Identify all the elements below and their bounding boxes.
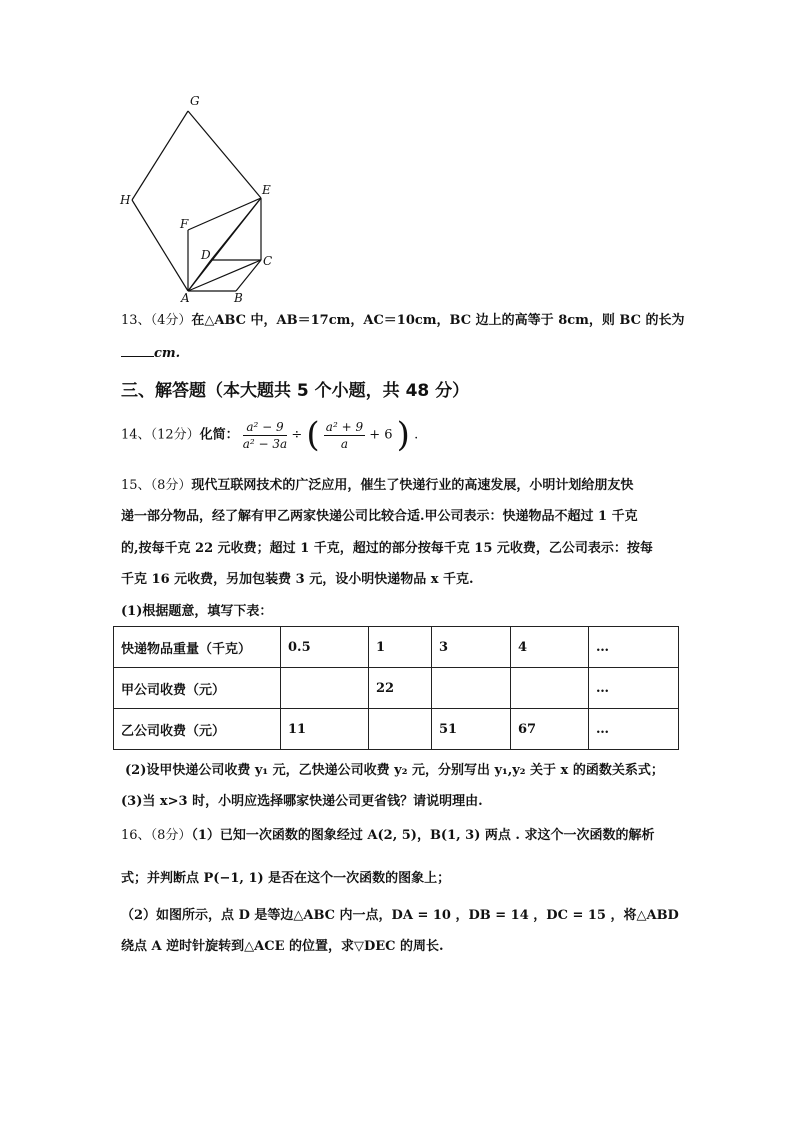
label-D: D <box>201 248 211 262</box>
label-H: H <box>120 193 131 207</box>
table-cell[interactable] <box>432 668 511 709</box>
section-heading: 三、解答题（本大题共 5 个小题，共 48 分） <box>121 381 470 401</box>
table-cell: 22 <box>369 668 432 709</box>
table-cell: 3 <box>432 627 511 668</box>
question-number: 13 <box>121 313 138 328</box>
question-15-sub-3: (3)当 x>3 时，小明应选择哪家快递公司更省钱？请说明理由. <box>121 794 483 809</box>
segment-HA <box>132 200 188 291</box>
table-cell: 甲公司收费（元） <box>114 668 281 709</box>
question-score: （12分） <box>150 427 200 443</box>
fraction-2-numerator: a² + 9 <box>325 419 364 434</box>
question-text-line: （1）已知一次函数的图象经过 A(2, 5)，B(1, 3) 两点 . 求这个一次函数的解析 <box>191 828 655 843</box>
table-row <box>114 627 679 668</box>
question-number: 16 <box>121 828 138 843</box>
table-cell: … <box>589 627 679 668</box>
question-15-sub-2: (2)设甲快递公司收费 y₁ 元，乙快递公司收费 y₂ 元，分别写出 y₁,y₂ 关于 x 的函数关系式； <box>125 763 664 778</box>
segment-GE <box>188 111 261 198</box>
table-row <box>114 709 679 750</box>
question-15-line-4: 千克 16 元收费，另加包装费 3 元，设小明快递物品 x 千克. <box>121 572 474 587</box>
geometry-figure <box>110 88 290 308</box>
right-paren: ) <box>396 415 410 455</box>
table-cell: 乙公司收费（元） <box>114 709 281 750</box>
question-15-line-2: 递一部分物品，经了解有甲乙两家快递公司比较合适.甲公司表示：快递物品不超过 1 千克 <box>121 509 638 524</box>
table-cell: 1 <box>369 627 432 668</box>
question-13: 13、（4分）在△ABC 中，AB＝17cm，AC＝10cm，BC 边上的高等于 8cm，则 BC 的长为 <box>121 313 685 328</box>
segment-BC <box>236 260 261 291</box>
table-cell[interactable] <box>369 709 432 750</box>
question-text-line: 现代互联网技术的广泛应用，催生了快递行业的高速发展，小明计划给朋友快 <box>191 478 634 493</box>
fraction-1-denominator: a² − 3a <box>242 436 288 451</box>
question-13-answer-line <box>121 345 180 360</box>
label-G: G <box>190 94 200 108</box>
question-score: （8分） <box>150 828 192 843</box>
table-cell[interactable] <box>281 668 369 709</box>
question-16-line-1: 16、（8分）（1）已知一次函数的图象经过 A(2, 5)，B(1, 3) 两点 . 求这个一次函数的解析 <box>121 828 655 843</box>
question-16-line-3: （2）如图所示，点 D 是等边△ABC 内一点，DA = 10 ，DB = 14 ，DC = 15 ，将△ABD <box>121 908 679 923</box>
table-cell[interactable] <box>511 668 589 709</box>
divide-sign: ÷ <box>291 427 303 443</box>
table-row <box>114 668 679 709</box>
fraction-2 <box>324 421 365 450</box>
label-F: F <box>180 217 189 231</box>
segment-AG <box>132 111 188 200</box>
answer-blank <box>121 345 154 357</box>
label-C: C <box>263 254 273 268</box>
table-cell: 51 <box>432 709 511 750</box>
question-16-line-4: 绕点 A 逆时针旋转到△ACE 的位置，求▽DEC 的周长. <box>121 939 444 954</box>
segment-DE <box>211 198 261 260</box>
table-cell: … <box>589 709 679 750</box>
question-score: （8分） <box>150 478 192 493</box>
fee-table <box>113 626 679 750</box>
table-cell: 11 <box>281 709 369 750</box>
table-cell: … <box>589 668 679 709</box>
answer-unit: cm. <box>154 346 181 361</box>
fraction-1-numerator: a² − 9 <box>243 421 287 436</box>
question-number: 14 <box>121 427 138 443</box>
question-16-line-2: 式；并判断点 P(−1, 1) 是否在这个一次函数的图象上； <box>121 871 451 886</box>
label-A: A <box>181 291 190 305</box>
label-B: B <box>234 291 243 305</box>
question-lead: 化简： <box>199 427 239 443</box>
table-cell: 快递物品重量（千克） <box>114 627 281 668</box>
table-cell: 0.5 <box>281 627 369 668</box>
question-15-line-3: 的,按每千克 22 元收费；超过 1 千克，超过的部分按每千克 15 元收费，乙公司表示：按每 <box>121 541 653 556</box>
question-number: 15 <box>121 478 138 493</box>
label-E: E <box>262 183 271 197</box>
table-cell: 67 <box>511 709 589 750</box>
question-15-line-1: 15、（8分）现代互联网技术的广泛应用，催生了快递行业的高速发展，小明计划给朋友快 <box>121 478 634 493</box>
expression-end: . <box>414 427 419 443</box>
plus-term: + 6 <box>369 427 393 443</box>
question-15-sub-1: (1)根据题意，填写下表： <box>121 604 273 619</box>
left-paren: ( <box>306 415 320 455</box>
question-text: 在△ABC 中，AB＝17cm，AC＝10cm，BC 边上的高等于 8cm，则 BC 的长为 <box>191 313 685 328</box>
fraction-2-denominator: a <box>340 436 349 451</box>
question-14: 14、（12分）化简： $\frac{\text{a² − 9}}{\text{a² − 3a}}$ ÷ ( $\frac{\text{a² + 9}}{a}$ + 6 ) . <box>121 415 419 455</box>
segment-FE <box>188 198 261 230</box>
fraction-1 <box>243 421 287 450</box>
question-score: （4分） <box>150 313 192 328</box>
table-cell: 4 <box>511 627 589 668</box>
